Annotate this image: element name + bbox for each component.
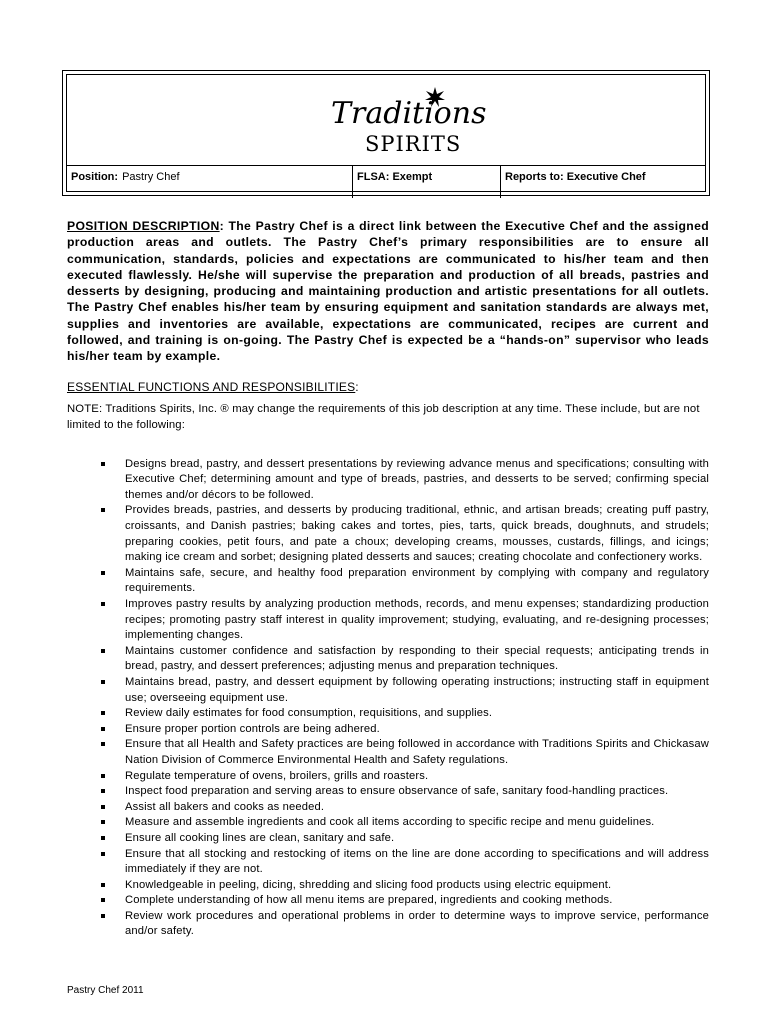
- list-item: Ensure that all Health and Safety practices are being followed in accordance with Traditions Spirits and Chickasaw Nation Division of Commerce Environmental Health and Safety regulations.: [125, 737, 709, 768]
- essential-functions-colon: :: [355, 379, 359, 394]
- list-item: Ensure all cooking lines are clean, sanitary and safe.: [125, 831, 709, 847]
- essential-functions-note: NOTE: Traditions Spirits, Inc. ® may change the requirements of this job description at any time. These include, but are not limited to the following:: [67, 402, 700, 431]
- position-value: Pastry Chef: [122, 171, 180, 183]
- list-item: Regulate temperature of ovens, broilers, grills and roasters.: [125, 769, 709, 785]
- list-item: Maintains customer confidence and satisfaction by responding to their special requests; anticipating trends in bread, pastry, and dessert preferences; adjusting menus and preparation techniques.: [125, 644, 709, 675]
- list-item: Knowledgeable in peeling, dicing, shredding and slicing food products using electric equipment.: [125, 878, 709, 894]
- list-item: Assist all bakers and cooks as needed.: [125, 800, 709, 816]
- position-description: [67, 218, 709, 365]
- position-info-row: [67, 165, 705, 198]
- header-table: [62, 70, 710, 196]
- traditions-spirits-logo: [325, 85, 487, 159]
- list-item: Inspect food preparation and serving areas to ensure observance of safe, sanitary food-handling practices.: [125, 784, 709, 800]
- list-item: Provides breads, pastries, and desserts by producing traditional, ethnic, and artisan breads; creating puff pastry, croissants, and Danish pastries; baking cakes and tortes, pies, tarts, quick breads, doughnuts, and strudels; preparing cookies, petit fours, and pate a choux; developing creams, mousses, custards, fillings, and icings; making ice cream and sorbet; designing plated desserts and sauces; creating chocolate and confectionery works.: [125, 503, 709, 565]
- list-item: Review work procedures and operational problems in order to determine ways to improve service, performance and/or safety.: [125, 909, 709, 940]
- position-description-text: : The Pastry Chef is a direct link between the Executive Chef and the assigned production areas and outlets. The Pastry Chef’s primary responsibilities are to ensure all communication, standards, policies and expectations are communicated to his/her team and then executed flawlessly. He/she will supervise the preparation and production of all breads, pastries and desserts by designing, producing and maintaining production and artistic presentations for all outlets. The Pastry Chef enables his/her team by ensuring equipment and sanitation standards are always met, supplies and inventories are available, expectations are communicated, recipes are current and followed, and training is on-going. The Pastry Chef is expected be a “hands-on” supervisor who leads his/her team by example.: [67, 219, 709, 364]
- document-body: [67, 218, 709, 940]
- list-item: Measure and assemble ingredients and cook all items according to specific recipe and menu guidelines.: [125, 815, 709, 831]
- list-item: Complete understanding of how all menu items are prepared, ingredients and cooking methods.: [125, 893, 709, 909]
- list-item: Ensure that all stocking and restocking of items on the line are done according to specifications and will address immediately if they are not.: [125, 847, 709, 878]
- logo-traditions-text: Traditions: [331, 96, 487, 131]
- list-item: Review daily estimates for food consumption, requisitions, and supplies.: [125, 706, 709, 722]
- essential-functions-heading: [67, 379, 709, 395]
- list-item: Maintains bread, pastry, and dessert equipment by following operating instructions; instructing staff in equipment use; overseeing equipment use.: [125, 675, 709, 706]
- responsibilities-list: [67, 457, 709, 940]
- page-footer: Pastry Chef 2011: [67, 985, 144, 996]
- position-cell: [67, 166, 353, 198]
- logo-spirits-text: SPIRITS: [365, 132, 462, 156]
- position-label: Position:: [71, 171, 119, 183]
- reports-to-cell: Reports to: Executive Chef: [505, 171, 646, 183]
- flsa-cell: FLSA: Exempt: [353, 166, 501, 198]
- list-item: Improves pastry results by analyzing production methods, records, and menu expenses; standardizing production recipes; promoting pastry staff interest in quality improvement; studying, evaluating, and re-designing processes; implementing changes.: [125, 597, 709, 644]
- position-description-heading: POSITION DESCRIPTION: [67, 219, 220, 233]
- list-item: Maintains safe, secure, and healthy food preparation environment by complying with company and regulatory requirements.: [125, 566, 709, 597]
- header-table-inner: [66, 74, 706, 192]
- list-item: Ensure proper portion controls are being adhered.: [125, 722, 709, 738]
- list-item: Designs bread, pastry, and dessert presentations by reviewing advance menus and specifications; consulting with Executive Chef; determining amount and type of breads, pastries, and desserts to be served; confirming special themes and/or décors to be followed.: [125, 457, 709, 504]
- essential-functions-title: ESSENTIAL FUNCTIONS AND RESPONSIBILITIES: [67, 379, 356, 394]
